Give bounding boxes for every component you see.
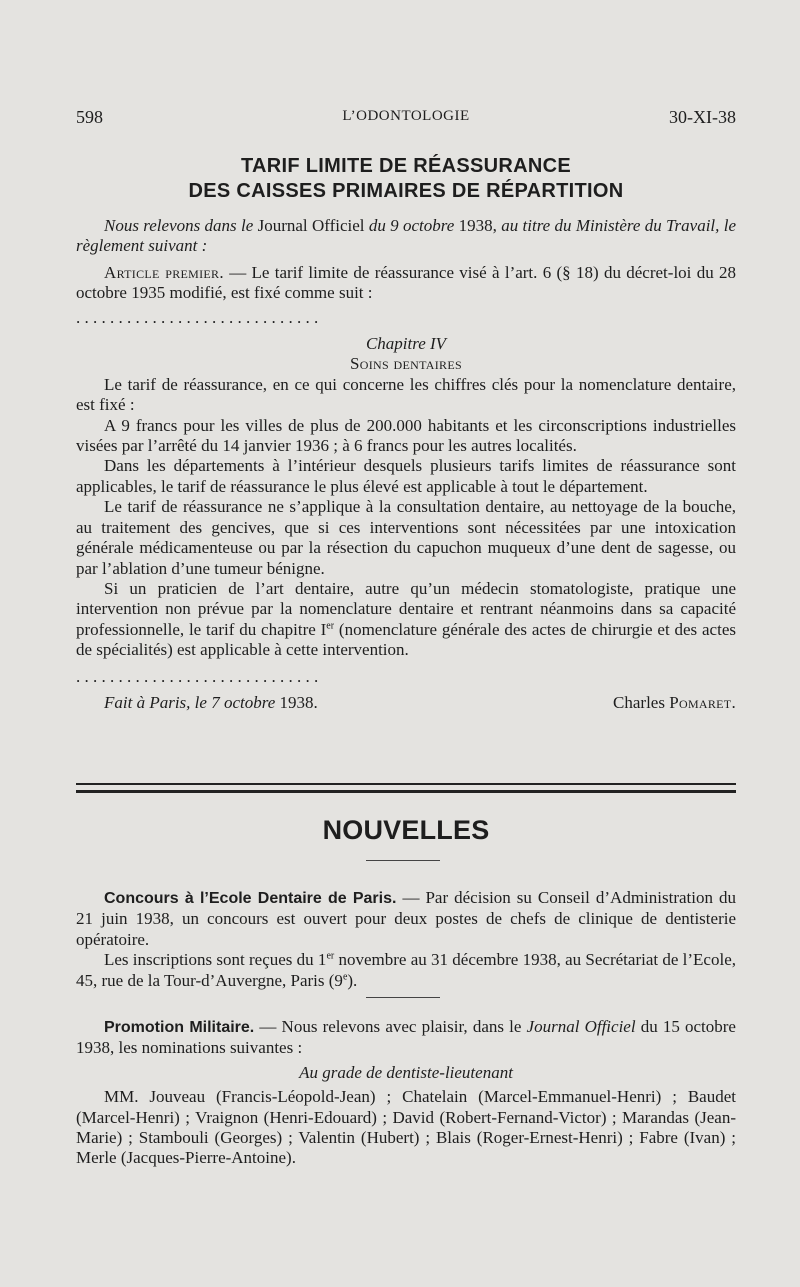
tarif-body (76, 216, 736, 713)
page-number: 598 (76, 107, 103, 127)
paragraph: Le tarif de réassurance ne s’applique à la consultation dentaire, au nettoyage de la bouche, au traitement des gencives, que si ces interventions sont nécessitées par une intoxication générale médicamenteuse ou par la résection du capuchon muqueux d’une dent de sagesse, ou par l’ablation d’une tumeur bénigne. (76, 497, 736, 578)
signoff (76, 693, 736, 713)
section-title-nouvelles: NOUVELLES (322, 815, 490, 845)
signoff-place: Fait à Paris, le 7 octobre (104, 692, 276, 712)
promotion-paragraph: Promotion Militaire. — Nous relevons avec plaisir, dans le Journal Officiel du 15 octobre 1938, les nominations suivantes : (76, 1017, 736, 1058)
promotion-body (76, 1017, 736, 1169)
paragraph: A 9 francs pour les villes de plus de 200.000 habitants et les circonscriptions industrielles visées par l’arrêté du 14 janvier 1936 ; à 6 francs pour les autres localités. (76, 415, 736, 456)
running-header (76, 107, 736, 131)
short-rule (366, 860, 440, 861)
inscriptions-paragraph: Les inscriptions sont reçues du 1er novembre au 31 décembre 1938, au Secrétariat de l’Ecole, 45, rue de la Tour-d’Auvergne, Paris (9e). (76, 950, 736, 990)
concours-heading: Concours à l’Ecole Dentaire de Paris. (104, 890, 397, 907)
paragraph: Si un praticien de l’art dentaire, autre qu’un médecin stomatologiste, pratique une intervention non prévue par la nomenclature dentaire et rentrant néanmoins dans sa capacité professionnelle, le tarif du chapitre Ier (nomenclature générale des actes de chirurgie et des actes de spécialités) est applicable à cette intervention. (76, 578, 736, 660)
issue-date: 30-XI-38 (669, 107, 736, 127)
journal-title: L’ODONTOLOGIE (342, 108, 470, 124)
intro-paragraph: Nous relevons dans le Journal Officiel du 9 octobre 1938, au titre du Ministère du Travail, le règlement suivant : (76, 216, 736, 256)
nouvelles-body (76, 888, 736, 991)
short-rule (366, 997, 440, 998)
article-label: Article premier. (104, 262, 224, 282)
chapter-heading: Chapitre IV (365, 334, 447, 354)
paragraph: Le tarif de réassurance, en ce qui concerne les chiffres clés pour la nomenclature dentaire, est fixé : (76, 374, 736, 415)
article-premier: Article premier. — Le tarif limite de réassurance visé à l’art. 6 (§ 18) du décret-loi du 28 octobre 1935 modifié, est fixé comme suit : (76, 262, 737, 303)
signoff-name: Charles Pomaret. (613, 692, 736, 712)
section-heading: Soins dentaires (350, 354, 462, 374)
concours-paragraph: Concours à l’Ecole Dentaire de Paris. — Par décision su Conseil d’Administration du 21 juin 1938, un concours est ouvert pour deux postes de chefs de clinique de dentisterie opératoire. (76, 888, 736, 949)
signoff-year: 1938. (279, 692, 318, 712)
ellipsis-separator: . . . . . . . . . . . . . . . . . . . . . . . . . . . . . (76, 666, 319, 686)
article-title-line2: DES CAISSES PRIMAIRES DE RÉPARTITION (188, 180, 624, 202)
promotion-heading: Promotion Militaire. (104, 1019, 255, 1036)
article-title-line1: TARIF LIMITE DE RÉASSURANCE (241, 155, 571, 177)
names-list: MM. Jouveau (Francis-Léopold-Jean) ; Chatelain (Marcel-Emmanuel-Henri) ; Baudet (Marcel-Henri) ; Vraignon (Henri-Edouard) ; David (Robert-Fernand-Victor) ; Marandas (Jean-Marie) ; Stambouli (Georges) ; Valentin (Hubert) ; Blais (Roger-Ernest-Henri) ; Fabre (Ivan) ; Merle (Jacques-Pierre-Antoine). (76, 1087, 736, 1168)
article-title (76, 154, 736, 204)
rule-divider (76, 792, 736, 793)
grade-heading: Au grade de dentiste-lieutenant (299, 1062, 513, 1082)
ellipsis-separator: . . . . . . . . . . . . . . . . . . . . . . . . . . . . . (76, 307, 319, 327)
double-rule-divider (76, 783, 736, 792)
paragraph: Dans les départements à l’intérieur desquels plusieurs tarifs limites de réassurance sont applicables, le tarif de réassurance le plus élevé est applicable à tout le département. (76, 456, 736, 496)
